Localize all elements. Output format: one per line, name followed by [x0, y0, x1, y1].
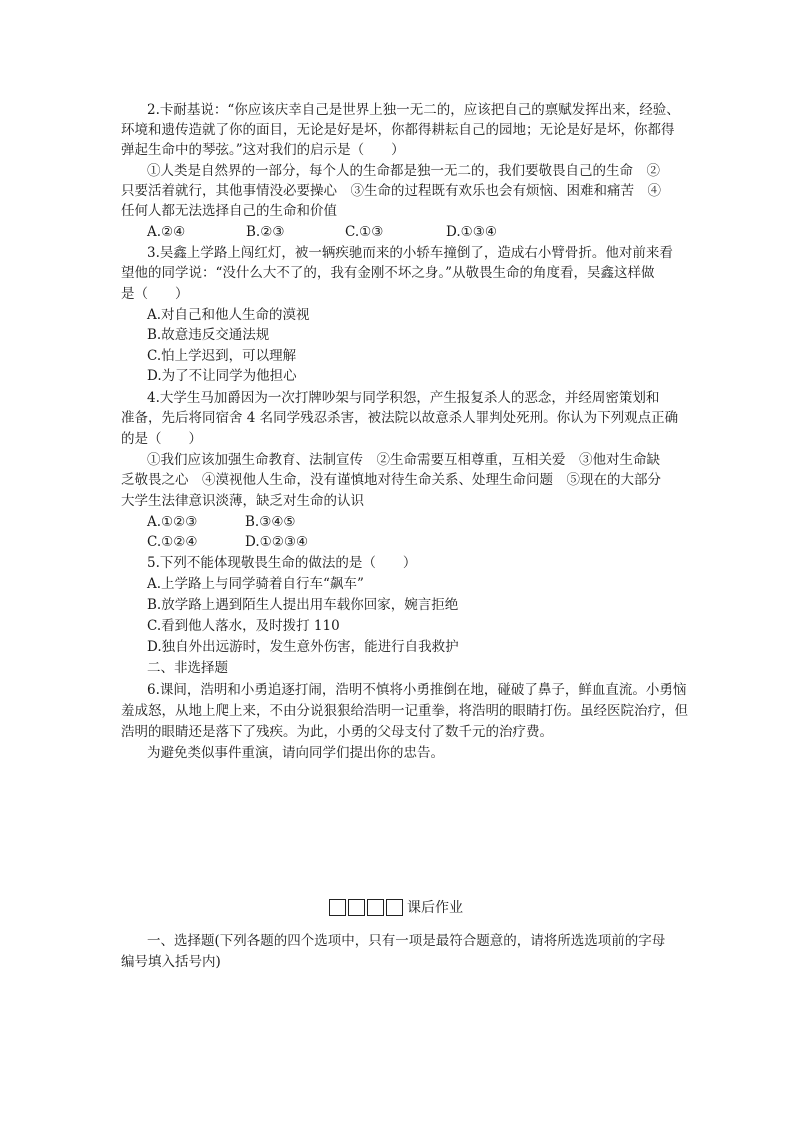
- q5-option-b: B.放学路上遇到陌生人提出用车载你回家，婉言拒绝: [147, 597, 459, 613]
- q2-line-3: 弹起生命中的琴弦。”这对我们的启示是（ ）: [121, 142, 405, 158]
- homework-label: 课后作业: [407, 900, 463, 916]
- section-1-line-2: 编号填入括号内): [121, 954, 221, 970]
- box-icon: [329, 899, 346, 916]
- q5-line-1: 5.下列不能体现敬畏生命的做法的是（ ）: [147, 555, 417, 571]
- box-icon: [367, 899, 384, 916]
- box-icon: [348, 899, 365, 916]
- q2-option-d: D.①③④: [446, 224, 497, 240]
- q2-line-5: 只要活着就行，其他事情没必要操心 ③生命的过程既有欢乐也会有烦恼、困难和痛苦 ④: [121, 183, 661, 199]
- q6-line-1: 6.课间，浩明和小勇追逐打闹，浩明不慎将小勇推倒在地，碰破了鼻子，鲜血直流。小勇恼: [147, 682, 687, 698]
- q5-option-d: D.独自外出远游时，发生意外伤害，能进行自我救护: [147, 639, 459, 655]
- q2-option-b: B.②③: [246, 224, 285, 240]
- q4-option-b: B.③④⑤: [245, 514, 296, 530]
- q4-line-3: 的是（ ）: [121, 431, 202, 447]
- q4-line-5: 乏敬畏之心 ④漠视他人生命，没有谨慎地对待生命关系、处理生命问题 ⑤现在的大部分: [121, 472, 661, 488]
- section-1-line-1: 一、选择题(下列各题的四个选项中，只有一项是最符合题意的，请将所选选项前的字母: [147, 933, 666, 949]
- q2-option-c: C.①③: [345, 224, 384, 240]
- q2-line-2: 环境和遗传造就了你的面目，无论是好是坏，你都得耕耘自己的园地；无论是好是坏，你都得: [121, 122, 675, 138]
- q6-line-3: 浩明的眼睛还是落下了残疾。为此，小勇的父母支付了数千元的治疗费。: [121, 724, 553, 740]
- q4-line-1: 4.大学生马加爵因为一次打牌吵架与同学积怨，产生报复杀人的恶念，并经周密策划和: [147, 390, 660, 406]
- q6-line-2: 羞成怒，从地上爬上来，不由分说狠狠给浩明一记重拳，将浩明的眼睛打伤。虽经医院治疗，但: [121, 703, 688, 719]
- q3-line-3: 是（ ）: [121, 286, 189, 302]
- box-icon: [386, 899, 403, 916]
- q6-line-4: 为避免类似事件重演，请向同学们提出你的忠告。: [147, 745, 444, 761]
- q4-line-2: 准备，先后将同宿舍 4 名同学残忍杀害，被法院以故意杀人罪判处死刑。你认为下列观点正确: [121, 410, 679, 426]
- q4-option-c: C.①②④: [147, 534, 198, 550]
- q3-option-b: B.故意违反交通法规: [147, 327, 270, 343]
- q3-line-2: 望他的同学说：“没什么大不了的，我有金刚不坏之身。”从敬畏生命的角度看，吴鑫这样做: [121, 265, 655, 281]
- q4-line-4: ①我们应该加强生命教育、法制宣传 ②生命需要互相尊重，互相关爱 ③他对生命缺: [147, 452, 660, 468]
- q4-line-6: 大学生法律意识淡薄，缺乏对生命的认识: [121, 493, 364, 509]
- section-2-heading: 二、非选择题: [147, 660, 228, 676]
- q2-line-6: 任何人都无法选择自己的生命和价值: [121, 203, 337, 219]
- q2-option-a: A.②④: [147, 224, 186, 240]
- q4-option-d: D.①②③④: [245, 534, 309, 550]
- homework-header: [329, 897, 463, 917]
- q5-option-a: A.上学路上与同学骑着自行车“飙车”: [147, 576, 364, 592]
- q5-option-c: C.看到他人落水，及时拨打 110: [147, 618, 340, 634]
- q3-option-d: D.为了不让同学为他担心: [147, 368, 297, 384]
- q2-line-4: ①人类是自然界的一部分，每个人的生命都是独一无二的，我们要敬畏自己的生命 ②: [147, 163, 660, 179]
- q3-option-a: A.对自己和他人生命的漠视: [147, 307, 310, 323]
- q4-option-a: A.①②③: [147, 514, 198, 530]
- q2-line-1: 2.卡耐基说：“你应该庆幸自己是世界上独一无二的，应该把自己的禀赋发挥出来，经验、: [147, 102, 680, 118]
- q3-option-c: C.怕上学迟到，可以理解: [147, 348, 297, 364]
- q3-line-1: 3.吴鑫上学路上闯红灯，被一辆疾驰而来的小轿车撞倒了，造成右小臂骨折。他对前来看: [147, 245, 673, 261]
